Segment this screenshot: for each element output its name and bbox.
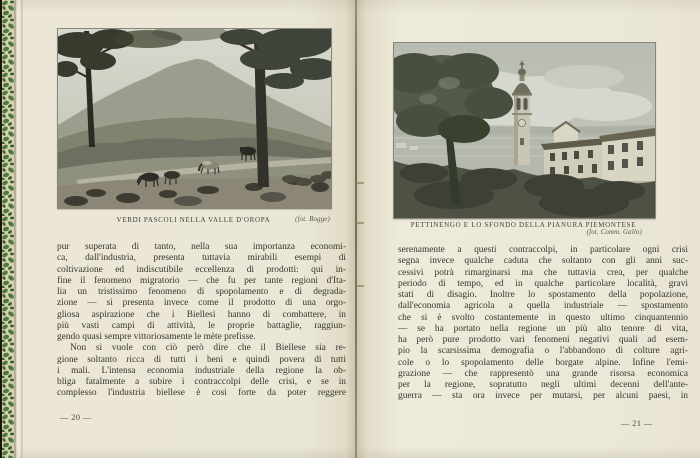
stitch-mark — [356, 182, 364, 184]
text-line: ca, dall'industria, presenta tuttavia mirabili esempi di — [57, 253, 346, 264]
text-line: ha però pure prodotto vari fenomeni negativi quali ad esem- — [398, 335, 688, 345]
text-line: zione — si presenta invece come il prodotto di una orgo- — [57, 298, 346, 309]
text-line: — se ha portato nella regione un più alto tenore di vita, — [398, 323, 688, 334]
page-number-right: — 21 — — [621, 419, 653, 428]
gutter — [355, 0, 357, 458]
text-line: che si è svolto costantemente in questo ultimo cinquantennio — [398, 312, 688, 323]
pasture-photo-frame — [57, 28, 332, 209]
text-line: stati di disagio. Inoltre lo spostamento della popolazione, — [398, 290, 688, 300]
text-line: pio la scarsissima demografia o l'abbandono di colture agri- — [398, 346, 688, 357]
text-line: guerra — sta ora invece per mutarsi, per alcuni paesi, in — [398, 391, 688, 402]
stitch-mark — [356, 285, 364, 287]
text-line: fine il fenomeno migratorio — che fu per tante regioni d'Ita- — [57, 275, 346, 286]
text-line: dall'economia agricola a quella industriale — spostamento — [398, 301, 688, 312]
text-line: serenamente a questi contraccolpi, in particolare ogni crisi — [398, 245, 688, 255]
caption-text: PETTINENGO E LO SFONDO DELLA PIANURA PIEMONTESE — [410, 221, 637, 229]
text-line: per la regione, sopratutto negli ultimi decenni dell'ante- — [398, 380, 688, 390]
page-crease — [15, 0, 16, 458]
text-line: complesso l'industria biellese è così forte da poter reggere — [57, 388, 346, 399]
text-line: grazione — che rappresentò una grande risorsa economica — [398, 368, 688, 379]
text-line: lia un tristissimo fenomeno di spopolamento e di degrada- — [57, 287, 346, 297]
text-line: coltivazione ed indiscutibile eccellenza di prodotti: qui in- — [57, 264, 346, 275]
page-number-left: — 20 — — [60, 413, 92, 422]
text-line: gendo quasi sempre vittoriosamente le mète prefisse. — [57, 332, 256, 342]
stitch-mark — [356, 222, 364, 224]
paragraph — [57, 343, 346, 399]
paragraph — [398, 245, 688, 403]
body-text-left — [57, 242, 346, 400]
pasture-photo — [58, 29, 331, 208]
text-line: Non si vuole con ciò però dire che il Biellese sia re- — [70, 343, 346, 354]
page-crease — [21, 0, 23, 458]
book-binding — [2, 0, 14, 458]
photo-caption-right — [393, 221, 654, 229]
text-line: cessivi potrà rimarginarsi ma che tuttavia crea, per qualche — [398, 267, 688, 278]
text-line: bliga fatalmente a subire i contraccolpi delle crisi, e se in — [57, 377, 346, 387]
village-photo — [394, 43, 655, 218]
photo-credit-right: (fot. Comm. Gallo) — [586, 229, 642, 236]
text-line: pur superata di tanto, nella sua importanza economi- — [57, 242, 346, 252]
photo-caption-left — [57, 216, 330, 224]
text-line: periodo di tempo, ed in qualche particolare località, gravi — [398, 278, 688, 289]
text-line: più vasti campi di attività, le proprie battaglie, raggiun- — [57, 320, 346, 331]
village-photo-frame — [393, 42, 656, 219]
binding-leaf-pattern — [2, 0, 14, 458]
text-line: cole o lo spopolamento delle borgate alpine. Infine l'emi- — [398, 357, 688, 368]
page-crease — [18, 0, 19, 458]
text-line: gione soltanto ricca di tutti i beni e quindi povera di tutti — [57, 354, 346, 365]
text-line: i mali. L'intensa economia industriale della regione la ob- — [57, 365, 346, 376]
photo-credit-left: (fot. Bogge) — [295, 216, 330, 223]
text-line: segna invece qualche caduta che soltanto con gli anni suc- — [398, 256, 688, 267]
text-line: gliosa aspirazione che i Biellesi hanno di combattere, in — [57, 309, 346, 320]
body-text-right — [398, 245, 688, 403]
caption-text: VERDI PASCOLI NELLA VALLE D'OROPA — [116, 216, 271, 224]
paragraph — [57, 242, 346, 343]
